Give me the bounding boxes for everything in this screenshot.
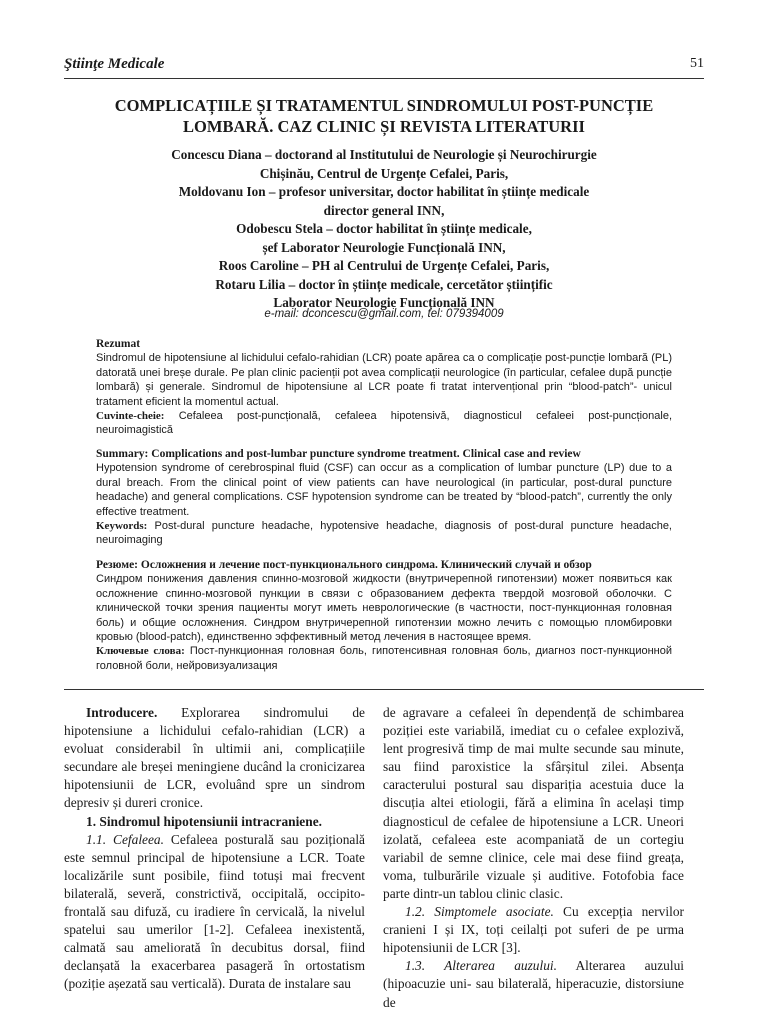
- abstract-text: Hypotension syndrome of cerebrospinal fluid (CSF) can occur as a complication of lumbar puncture (LP) due to a dural breach. From the clinical point of view patients can have neurological (in particular, post-dural puncture headache) and general complications. CSF hypotension syndrome can be treated by “blood-patch”, currently the only effective treatment.: [96, 462, 672, 518]
- abstract-heading: Summary: Complications and post-lumbar puncture syndrome treatment. Clinical case and review: [96, 448, 581, 460]
- author-line: Rotaru Lilia – doctor în științe medicale, cercetător științific: [215, 276, 553, 292]
- abstract-romanian: [96, 337, 672, 438]
- author-block: [64, 146, 704, 313]
- subsection-paragraph: [64, 831, 365, 994]
- keywords-text: Пост-пункционная головная боль, гипотенсивная головная боль, диагноз пост-пункционной головной боли, нейровизуализация: [96, 645, 673, 672]
- contact-email: e-mail: dconcescu@gmail.com, tel: 079394009: [264, 308, 504, 320]
- subsection-text: Cu excepția nervilor cranieni I și IX, toți ceilalți pot suferi de pe urma hipotensiunii de LCR [3].: [383, 904, 684, 956]
- body-column-right: [383, 704, 684, 1012]
- page-number: 51: [690, 56, 704, 71]
- intro-paragraph: [64, 704, 365, 813]
- subsection-paragraph: [383, 957, 684, 1011]
- author-line: director general INN,: [323, 202, 445, 218]
- journal-name: Ştiinţe Medicale: [64, 56, 165, 72]
- body-column-left: [64, 704, 365, 994]
- body-paragraph: de agravare a cefaleei în dependență de schimbarea poziției este variabilă, imediat cu o cefalee explozivă, lent progresivă timp de mai multe secunde sau minute, sau fiind paroxistice la sfârșitul zilei. Absența caracterului postural sau dispariția acestuia duce la discuția altei etiologii, fără a elimina în același timp diagnosticul de cefalee de hipotensiune a LCR. Uneori izolată, cefaleea este acompaniată de un cortegiu variabil de semne clinice, cele mai dese fiind greața, voma, tulburările vizuale și auditive. Fotofobia face parte dintr-un tablou clinic clasic.: [383, 705, 684, 901]
- abstract-russian: [96, 558, 672, 673]
- abstract-heading: Резюме: Осложнения и лечение пост-пункционального синдрома. Клинический случай и обзор: [96, 559, 592, 571]
- title-line: LOMBARĂ. CAZ CLINIC ȘI REVISTA LITERATURII: [183, 117, 585, 136]
- keywords-label: Ключевые слова:: [96, 645, 185, 658]
- title-line: COMPLICAȚIILE ȘI TRATAMENTUL SINDROMULUI POST-PUNCȚIE: [114, 96, 654, 115]
- abstract-english: [96, 447, 672, 548]
- author-line: Chișinău, Centrul de Urgențe Cefalei, Paris,: [259, 165, 509, 181]
- author-line: Moldovanu Ion – profesor universitar, doctor habilitat în științe medicale: [178, 184, 590, 199]
- author-line: Roos Caroline – PH al Centrului de Urgențe Cefalei, Paris,: [218, 258, 550, 273]
- running-head: [64, 56, 704, 78]
- author-line: Odobescu Stela – doctor habilitat în științe medicale,: [236, 221, 532, 236]
- keywords-label: Keywords:: [96, 520, 148, 533]
- keywords-text: Post-dural puncture headache, hypotensive headache, diagnosis of post-dural puncture headache, neuroimaging: [96, 520, 672, 547]
- subsection-paragraph: [383, 903, 684, 957]
- author-line: șef Laborator Neurologie Funcțională INN,: [262, 239, 506, 255]
- intro-label: Introducere.: [86, 705, 158, 720]
- subsection-label: 1.3. Alterarea auzului.: [405, 958, 557, 974]
- subsection-text: Alterarea auzului (hipoacuzie uni- sau bilaterală, hiperacuzie, distorsiune de: [383, 958, 684, 1010]
- keywords: [96, 519, 672, 548]
- author-line: Concescu Diana – doctorand al Institutului de Neurologie și Neurochirurgie: [171, 147, 597, 162]
- abstract-text: Sindromul de hipotensiune al lichidului cefalo-rahidian (LCR) poate apărea ca o complicație post-puncție lombară (PL) datorată unei breșe durale. Pe plan clinic pacienții pot avea complicații neurologice (în particular, cefalee după puncție lombară) și generale. Sindromul de hipotensiune al LCR poate fi tratat intervențional prin “blood-patch”- unicul tratament eficient la momentul actual.: [96, 352, 672, 408]
- keywords: [96, 644, 672, 673]
- author-line: Laborator Neurologie Funcțională INN: [273, 295, 495, 310]
- section-heading: 1. Sindromul hipotensiunii intracraniene.: [86, 813, 322, 829]
- keywords-label: Cuvinte-cheie:: [96, 410, 165, 423]
- keywords: [96, 409, 672, 438]
- keywords-text: Cefaleea post-puncțională, cefaleea hipotensivă, diagnosticul cefaleei post-puncționale, neuroimagistică: [96, 410, 673, 437]
- header-rule: [64, 78, 704, 79]
- subsection-label: 1.2. Simptomele asociate.: [405, 904, 554, 920]
- intro-text: Explorarea sindromului de hipotensiune a lichidului cefalo-rahidian (LCR) a evoluat considerabil în ultimii ani, complicațiile secundare ale breșei meningiene ducând la cronicizarea hipotensiunii de LCR, evoluând spre un sindrom depresiv și dureri cronice.: [64, 705, 365, 811]
- subsection-label: 1.1. Cefaleea.: [86, 831, 164, 847]
- abstract-heading: Rezumat: [96, 338, 141, 350]
- article-title: [64, 95, 704, 137]
- section-rule: [64, 689, 704, 690]
- subsection-text: Cefaleea posturală sau pozițională este semnul principal de hipotensiune a LCR. Toate localizările sunt posibile, fiind totuși mai frecvent bilaterală, severă, constrictivă, occipitală, occipito-frontală sau difuză, cu iradiere în cervicală, la nivelul spatelui sau umerilor [1-2]. Cefaleea inexistentă, calmată sau ameliorată în decubitus dorsal, fiind declanșată la exacerbarea pasageră în ortostatism (poziție așezată sau verticală). Durata de instalare sau: [64, 831, 365, 992]
- abstract-text: Синдром понижения давления спинно-мозговой жидкости (внутричерепной гипотензии) может появиться как осложнение спинно-мозговой пункции в связи с образованием дефекта твердой мозговой оболочки. С клинической точки зрения пациенты могут иметь неврологические (в частности, пост-пункционная головная боль) и общие осложнения. Синдром внутричерепной гипотензии можно лечить с помощью пломбировки кровью (blood-patch), единственно эффективный метод лечения в настоящее время.: [96, 573, 672, 644]
